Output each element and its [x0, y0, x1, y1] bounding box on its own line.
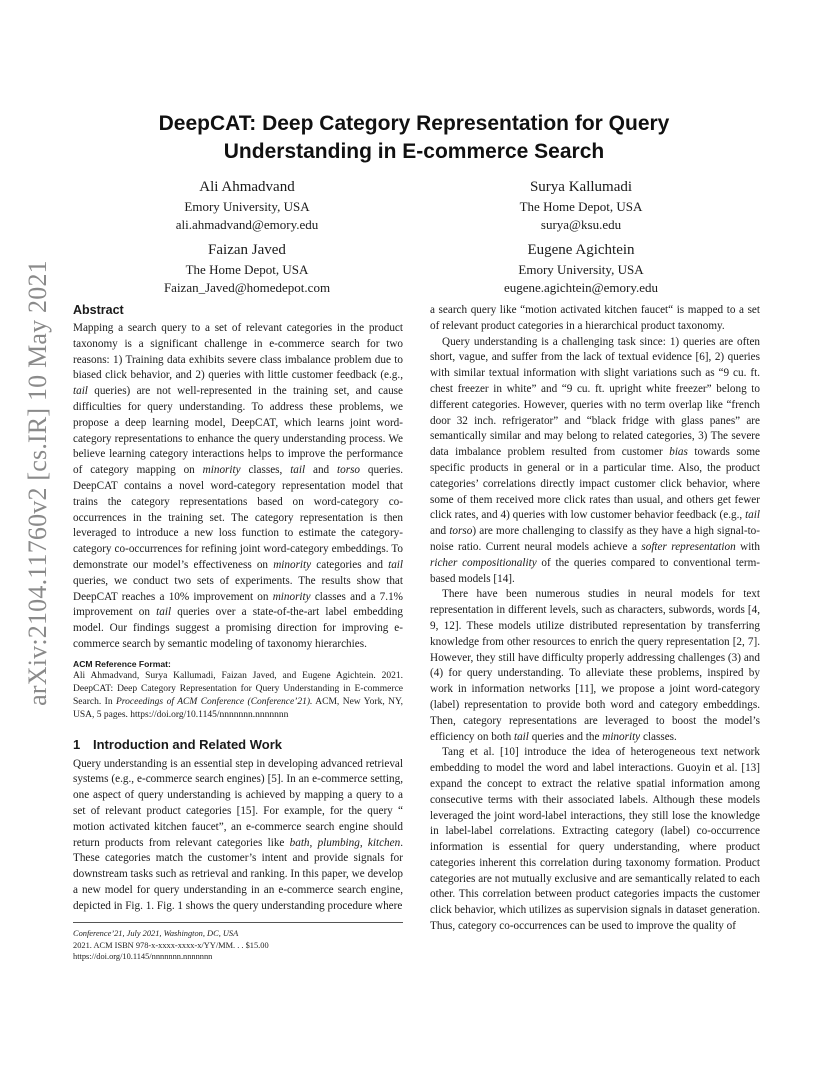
section-number: 1	[73, 736, 81, 752]
author-name: Surya Kallumadi	[529, 179, 633, 195]
author-email: ali.ahmadvand@emory.edu	[175, 217, 319, 232]
intro-paragraph-2: Query understanding is a challenging task since: 1) queries are often short, vague, and suffer from the lack of textual evidence [6], 2) queries with similar textual information with slight variations such as “9 cu. ft. chest freezer in white” and “9 cu. ft. upright white freezer” belong to different categories. However, queries with no term overlap like “french door 32 inch. refrigerator” and “black fridge with glass panes” are semantically similar and may belong to related categories, 3) The severe data imbalance problem resulted from customer bias towards some specific products in general or in a particular time. Also, the product categories’ correlations directly impact customer click behavior, where some of them received more click rates than usual, and others get fewer click rates, and 4) queries with low customer behavior feedback (e.g., tail and torso) are more challenging to classify as they have a high signal-to-noise ratio. Current neural models achieve a softer representation with richer compositionality of the queries compared to conventional term-based models [14].	[430, 335, 761, 585]
intro-paragraph-3: There have been numerous studies in neural models for text representation in different levels, such as characters, subwords, words [4, 9, 12]. These models utilize distributed representation by transferring knowledge from other resources to enrich the query representation [2, 7]. However, they still have difficulty properly addressing challenges (3) and (4) for query understanding. To alleviate these problems, inspired by work in information networks [11], we propose a joint word-category (label) representation to provide both word and category embeddings. Then, category representations are leveraged to boost the model’s efficiency on both tail queries and the minority classes.	[430, 588, 760, 743]
author-block-1	[87, 177, 407, 234]
intro-paragraph-4: Tang et al. [10] introduce the idea of heterogeneous text network embedding to model the word and label interactions. Guoyin et al. [13] expand the concept to extract the relative spatial information among consecutive terms with their associated labels. Although these models leveraged the joint word-label interactions, they still lose the knowledge in label-label correlations. Extracting category (label) co-occurrence information is essential for query understanding, where product categories inherent this correlation during taxonomy formation. Product categories are not mutually exclusive and are semantically related to each other. This correlation between product categories impacts the customer click behavior, which utilizes as supervision signals in dataset generation. Thus, category co-occurrences can be used to improve the quality of	[430, 746, 760, 933]
intro-paragraph-1: Query understanding is an essential step in developing advanced retrieval systems (e.g., e-commerce search engines) [5]. In an e-commerce setting, one aspect of query understanding is achieved by mapping a query to a set of relevant product categories [15]. For example, for the query “ motion activated kitchen faucet”, an e-commerce search engine should return products from relevant categories like bath, plumbing, kitchen. These categories match the customer’s intent and provide signals for downstream tasks such as retrieval and ranking. In this paper, we develop a new model for query understanding in an e-commerce search engine, depicted in Fig. 1. Fig. 1 shows the query understanding procedure where	[73, 757, 403, 912]
arxiv-stamp: arXiv:2104.11760v2 [cs.IR] 10 May 2021	[23, 259, 53, 706]
author-block-4	[421, 240, 741, 297]
section-title: Introduction and Related Work	[93, 736, 282, 752]
right-column	[430, 303, 760, 935]
arxiv-stamp-container	[18, 259, 58, 706]
author-block-2	[421, 177, 741, 234]
title-line-1: DeepCAT: Deep Category Representation for Query	[158, 112, 670, 135]
author-name: Faizan Javed	[208, 242, 286, 258]
author-affiliation: The Home Depot, USA	[185, 262, 309, 277]
author-email: eugene.agichtein@emory.edu	[503, 280, 659, 295]
author-block-3	[87, 240, 407, 297]
copyright-footnote	[73, 922, 403, 963]
author-affiliation: Emory University, USA	[184, 199, 310, 214]
acm-reference-heading: ACM Reference Format:	[73, 658, 171, 669]
abstract-heading: Abstract	[73, 303, 124, 317]
footnote-isbn: 2021. ACM ISBN 978-x-xxxx-xxxx-x/YY/MM. . . $15.00	[73, 940, 269, 950]
abstract-text: Mapping a search query to a set of relevant categories in the product taxonomy is a significant challenge in e-commerce search for two reasons: 1) Training data exhibits severe class imbalance problem due to biased click behavior, and 2) queries with little customer feedback (e.g., tail queries) are not well-represented in the training set, and cause difficulties for query understanding. To address these problems, we propose a deep learning model, DeepCAT, which learns joint word-category representations to enhance the query understanding process. We believe learning category interactions helps to improve the performance of category mapping on minority classes, tail and torso queries. DeepCAT contains a novel word-category representation model that trains the category representations based on word-category co-occurrences in the training set. The category representation is then leveraged to introduce a new loss function to estimate the category-category co-occurrences for refining joint word-category embeddings. To demonstrate our model’s effectiveness on minority categories and tail queries, we conduct two sets of experiments. The results show that DeepCAT reaches a 10% improvement on minority classes and a 7.1% improvement on tail queries over a state-of-the-art label embedding model. Our findings suggest a promising direction for improving e-commerce search by semantic modeling of taxonomy hierarchies.	[73, 322, 404, 650]
title-line-2: Understanding in E-commerce Search	[223, 140, 605, 163]
intro-paragraph-1-cont: a search query like “motion activated kitchen faucet“ is mapped to a set of relevant product categories in a hierarchical product taxonomy.	[430, 304, 760, 332]
acm-reference-text: Ali Ahmadvand, Surya Kallumadi, Faizan Javed, and Eugene Agichtein. 2021. DeepCAT: Deep Category Representation for Query Understanding in E-commerce Search. In Proceedings of ACM Conference (Conference’21). ACM, New York, NY, USA, 5 pages. https://doi.org/10.1145/nnnnnnn.nnnnnnn	[73, 670, 403, 721]
author-affiliation: Emory University, USA	[518, 262, 644, 277]
left-column	[73, 302, 403, 915]
author-name: Eugene Agichtein	[527, 242, 635, 258]
paper-title	[100, 110, 728, 166]
author-email: Faizan_Javed@homedepot.com	[163, 280, 331, 295]
author-affiliation: The Home Depot, USA	[519, 199, 643, 214]
footnote-conference: Conference’21, July 2021, Washington, DC, USA	[73, 929, 239, 938]
author-email: surya@ksu.edu	[540, 217, 622, 232]
author-name: Ali Ahmadvand	[199, 179, 295, 195]
footnote-doi: https://doi.org/10.1145/nnnnnnn.nnnnnnn	[73, 952, 213, 961]
section-1-heading	[73, 737, 403, 753]
